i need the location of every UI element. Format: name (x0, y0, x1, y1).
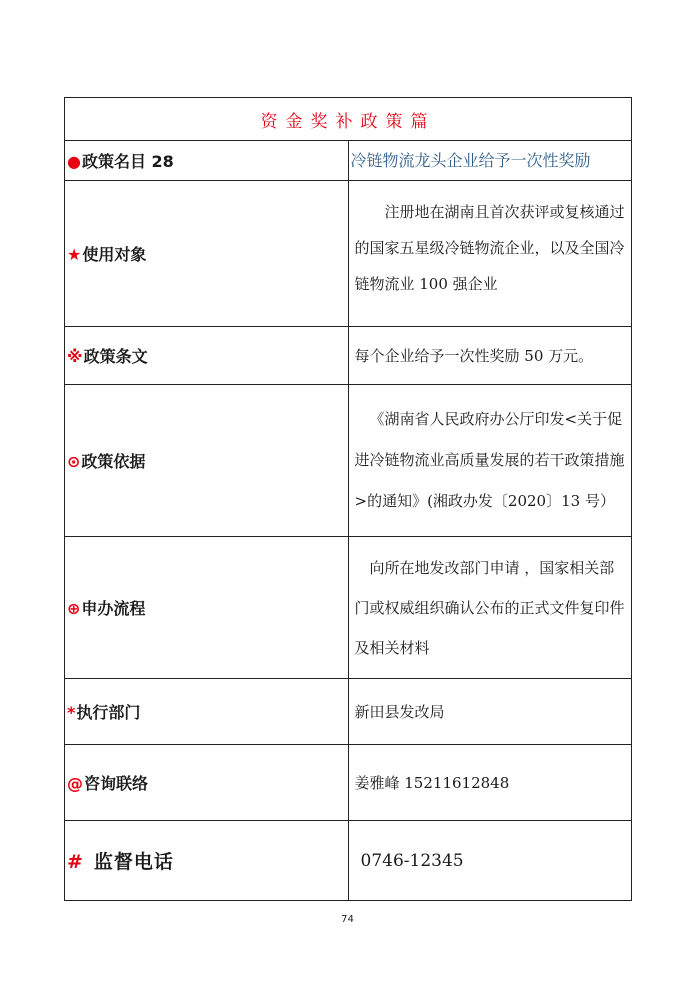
process-label: 申办流程 (81, 599, 146, 618)
clause-row (65, 327, 632, 385)
policy-name-value: 冷链物流龙头企业给予一次性奖励 (348, 141, 632, 181)
target-label-cell (65, 181, 349, 327)
target-row (65, 181, 632, 327)
contact-row (65, 745, 632, 821)
basis-row (65, 385, 632, 537)
section-title: 资金奖补政策篇 (65, 98, 632, 141)
circled-dot-icon: ⊙ (67, 452, 81, 471)
contact-label: 咨询联络 (84, 774, 149, 793)
at-sign-icon: @ (67, 774, 83, 793)
hotline-value: 0746-12345 (348, 821, 632, 901)
department-row (65, 679, 632, 745)
process-label-cell (65, 537, 349, 679)
star-icon: ★ (67, 245, 82, 264)
reference-mark-icon: ※ (67, 347, 83, 366)
target-value: 注册地在湖南且首次获评或复核通过的国家五星级冷链物流企业，以及全国冷链物流业 100 强企业 (348, 181, 632, 327)
policy-name-label-cell (65, 141, 349, 181)
hash-icon: # (67, 851, 84, 873)
contact-value: 姜雅峰 15211612848 (348, 745, 632, 821)
clause-value: 每个企业给予一次性奖励 50 万元。 (348, 327, 632, 385)
asterisk-icon: * (67, 703, 76, 722)
department-label-cell (65, 679, 349, 745)
clause-label: 政策条文 (83, 347, 148, 366)
department-label: 执行部门 (76, 703, 141, 722)
target-label: 使用对象 (82, 245, 147, 264)
policy-name-row (65, 141, 632, 181)
basis-label-cell (65, 385, 349, 537)
department-value: 新田县发改局 (348, 679, 632, 745)
basis-label: 政策依据 (81, 452, 146, 471)
hotline-label: 监督电话 (93, 851, 174, 873)
policy-name-label: 政策名目 28 (81, 152, 174, 171)
process-row (65, 537, 632, 679)
title-row (65, 98, 632, 141)
clause-label-cell (65, 327, 349, 385)
page-number: 74 (341, 914, 354, 925)
bullet-dot-icon: ● (67, 152, 81, 171)
basis-value: 《湖南省人民政府办公厅印发<关于促进冷链物流业高质量发展的若干政策措施>的通知》(湘政办发〔2020〕13 号） (348, 385, 632, 537)
circled-plus-icon: ⊕ (67, 599, 81, 618)
policy-table (64, 97, 632, 901)
process-value: 向所在地发改部门申请 ，国家相关部门或权威组织确认公布的正式文件复印件及相关材料 (348, 537, 632, 679)
hotline-label-cell (65, 821, 349, 901)
hotline-row (65, 821, 632, 901)
contact-label-cell (65, 745, 349, 821)
